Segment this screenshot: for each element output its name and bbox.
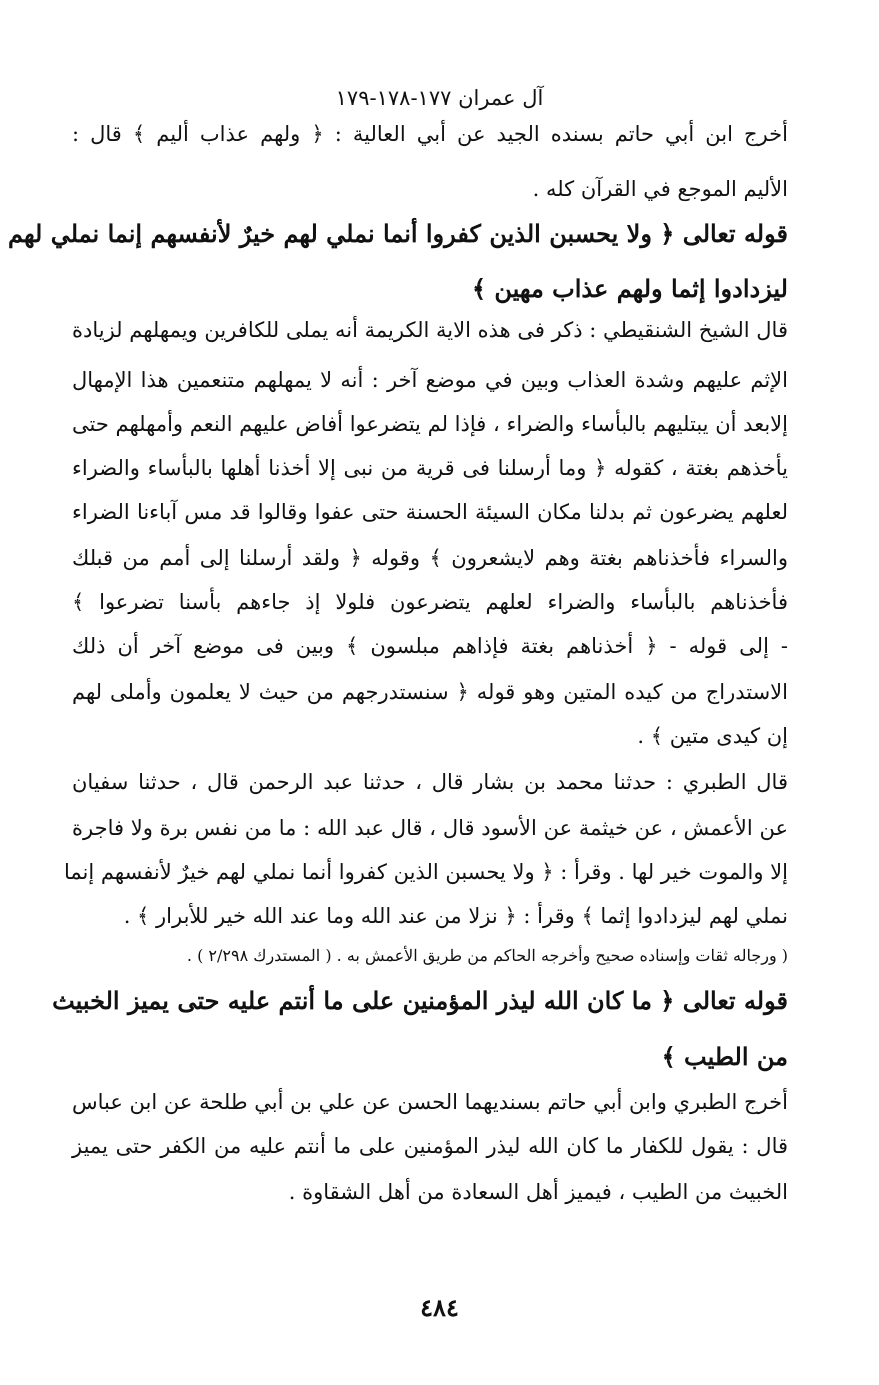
page-number: ٤٨٤ (420, 1293, 459, 1322)
text-line: أخرج ابن أبي حاتم بسنده الجيد عن أبي العالية : ﴿ ولهم عذاب أليم ﴾ قال : (72, 122, 788, 146)
text-line: قال الشيخ الشنقيطي : ذكر فى هذه الاية الكريمة أنه يملى للكافرين ويمهلهم لزيادة (72, 318, 788, 342)
text-line: والسراء فأخذناهم بغتة وهم لايشعرون ﴾ وقوله ﴿ ولقد أرسلنا إلى أمم من قبلك (72, 546, 788, 570)
text-line: نملي لهم ليزدادوا إثما ﴾ وقرأ : ﴿ نزلا من عند الله وما عند الله خير للأبرار ﴾ . (123, 904, 788, 928)
text-line: قال الطبري : حدثنا محمد بن بشار قال ، حدثنا عبد الرحمن قال ، حدثنا سفيان (72, 770, 788, 794)
source-note: ( ورجاله ثقات وإسناده صحيح وأخرجه الحاكم من طريق الأعمش به . ( المستدرك ٢/٢٩٨ ) . (186, 946, 788, 965)
text-line: الاستدراج من كيده المتين وهو قوله ﴿ سنستدرجهم من حيث لا يعلمون وأملى لهم (72, 680, 788, 704)
text-line: إلا والموت خير لها . وقرأ : ﴿ ولا يحسبن الذين كفروا أنما نملي لهم خيرٌ لأنفسهم إنما (64, 860, 788, 884)
text-line: يأخذهم بغتة ، كقوله ﴿ وما أرسلنا فى قرية من نبى إلا أخذنا أهلها بالبأساء والضراء (72, 456, 788, 480)
text-line: عن الأعمش ، عن خيثمة عن الأسود قال ، قال عبد الله : ما من نفس برة ولا فاجرة (72, 816, 788, 840)
text-line: - إلى قوله - ﴿ أخذناهم بغتة فإذاهم مبلسون ﴾ وبين فى موضع آخر أن ذلك (72, 634, 788, 658)
verse-heading: ليزدادوا إثما ولهم عذاب مهين ﴾ (471, 274, 788, 303)
text-line: إلابعد أن يبتليهم بالبأساء والضراء ، فإذا لم يتضرعوا أفاض عليهم النعم وأمهلهم حتى (72, 412, 788, 436)
text-line: قال : يقول للكفار ما كان الله ليذر المؤمنين على ما أنتم عليه من الكفر حتى يميز (72, 1134, 788, 1158)
text-line: الخبيث من الطيب ، فيميز أهل السعادة من أهل الشقاوة . (288, 1180, 788, 1204)
verse-heading: قوله تعالى ﴿ ما كان الله ليذر المؤمنين على ما أنتم عليه حتى يميز الخبيث (52, 986, 788, 1015)
text-line: الأليم الموجع في القرآن كله . (532, 177, 788, 201)
text-line: فأخذناهم بالبأساء والضراء لعلهم يتضرعون فلولا إذ جاءهم بأسنا تضرعوا ﴾ (72, 590, 788, 614)
verse-heading: قوله تعالى ﴿ ولا يحسبن الذين كفروا أنما نملي لهم خيرٌ لأنفسهم إنما نملي لهم (8, 219, 788, 248)
text-line: لعلهم يضرعون ثم بدلنا مكان السيئة الحسنة حتى عفوا وقالوا قد مس آباءنا الضراء (72, 500, 788, 524)
text-line: إن كيدى متين ﴾ . (637, 724, 788, 748)
text-line: أخرج الطبري وابن أبي حاتم بسنديهما الحسن عن علي بن أبي طلحة عن ابن عباس (71, 1090, 788, 1114)
text-line: الإثم عليهم وشدة العذاب وبين في موضع آخر : أنه لا يمهلهم متنعمين هذا الإمهال (72, 368, 788, 392)
running-title: آل عمران ١٧٧-١٧٨-١٧٩ (335, 86, 544, 110)
verse-heading: من الطيب ﴾ (661, 1042, 788, 1071)
